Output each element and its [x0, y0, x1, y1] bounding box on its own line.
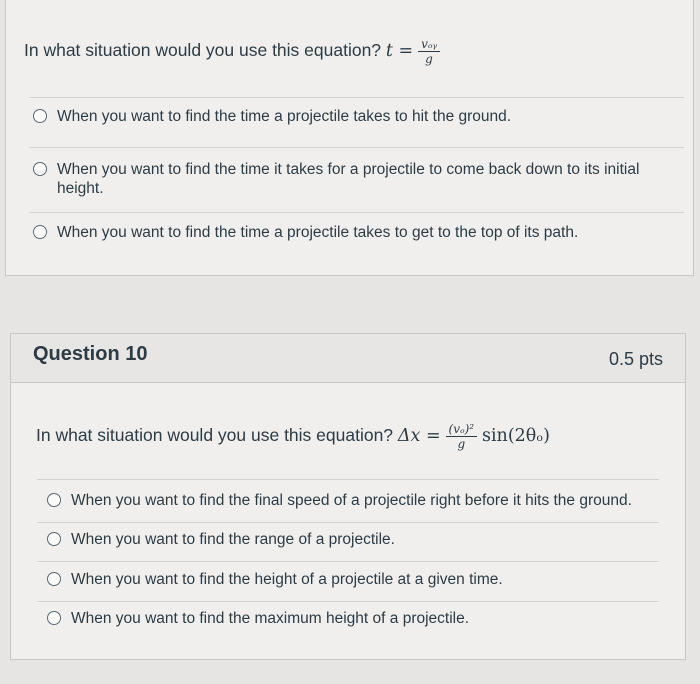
equation-fraction	[446, 422, 478, 451]
answer-label: When you want to find the time a projectile takes to hit the ground.	[57, 108, 512, 125]
question-9-prompt-text: In what situation would you use this equation?	[24, 40, 382, 61]
divider	[37, 561, 659, 562]
equation-denominator: g	[425, 52, 433, 66]
answer-label: When you want to find the final speed of a projectile right before it hits the ground.	[71, 492, 632, 509]
question-10-prompt	[36, 422, 550, 451]
answer-option[interactable]	[47, 530, 667, 549]
radio-button[interactable]	[47, 532, 61, 546]
divider	[37, 479, 659, 480]
question-header	[11, 334, 685, 383]
radio-button[interactable]	[33, 162, 47, 176]
radio-button[interactable]	[33, 225, 47, 239]
equation-denominator: g	[457, 437, 466, 451]
equation-lhs: Δx =	[397, 426, 441, 447]
answer-label: When you want to find the time a projectile takes to get to the top of its path.	[57, 224, 579, 241]
equation-rhs: sin(2θₒ)	[481, 426, 550, 447]
equation-fraction	[418, 37, 440, 66]
answer-label: When you want to find the range of a projectile.	[71, 531, 395, 548]
question-9-prompt	[24, 37, 440, 66]
radio-button[interactable]	[47, 572, 61, 586]
divider	[37, 601, 659, 602]
divider	[29, 147, 684, 148]
answer-option[interactable]	[33, 160, 673, 198]
answer-option[interactable]	[47, 491, 667, 510]
question-title: Question 10	[33, 343, 148, 365]
answer-label: When you want to find the time it takes for a projectile to come back down to its initial height.	[57, 161, 640, 197]
divider	[29, 97, 684, 98]
question-9-panel	[5, 0, 694, 276]
question-10-panel	[10, 333, 686, 660]
answer-option[interactable]	[33, 223, 673, 242]
answer-option[interactable]	[33, 107, 673, 126]
answer-option[interactable]	[47, 609, 667, 628]
equation-numerator: (vₒ)²	[446, 422, 478, 437]
divider	[29, 212, 684, 213]
radio-button[interactable]	[47, 611, 61, 625]
answer-label: When you want to find the maximum height of a projectile.	[71, 610, 470, 627]
question-10-prompt-text: In what situation would you use this equation?	[36, 425, 394, 446]
radio-button[interactable]	[33, 109, 47, 123]
equation-numerator: vₒᵧ	[418, 37, 440, 52]
points-value: 0.5 pts	[608, 349, 663, 369]
equation-lhs: t =	[385, 41, 414, 62]
divider	[37, 522, 659, 523]
answer-label: When you want to find the height of a projectile at a given time.	[71, 571, 503, 588]
radio-button[interactable]	[47, 493, 61, 507]
answer-option[interactable]	[47, 570, 667, 589]
